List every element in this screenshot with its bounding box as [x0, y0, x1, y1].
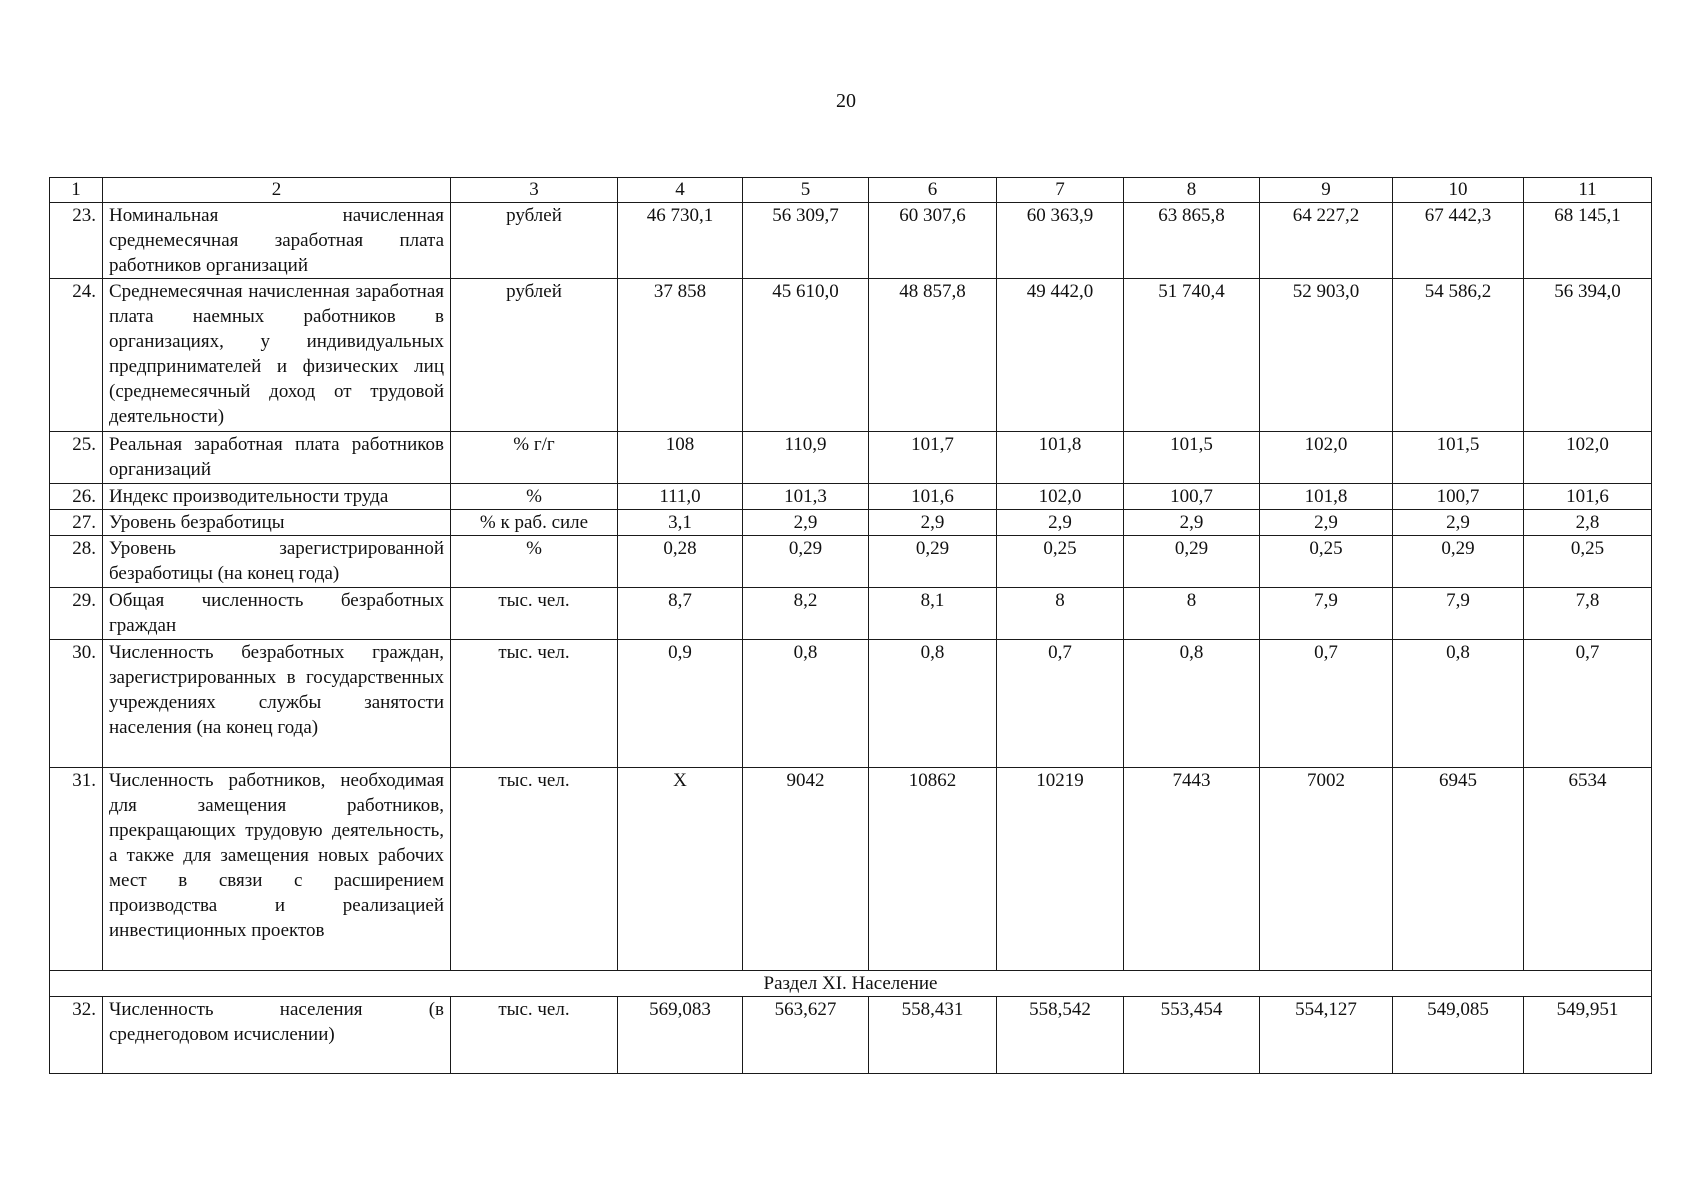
value-cell: 8,1	[869, 588, 997, 640]
table-row	[50, 640, 1652, 768]
value-cell: 60 307,6	[869, 203, 997, 279]
value-cell: 101,6	[869, 484, 997, 510]
value-cell: 2,9	[743, 510, 869, 536]
section-row	[50, 971, 1652, 997]
table-row	[50, 768, 1652, 971]
unit-of-measure: тыс. чел.	[451, 768, 618, 971]
value-cell: 101,8	[997, 432, 1124, 484]
value-cell: 2,9	[1260, 510, 1393, 536]
value-cell: 0,25	[997, 536, 1124, 588]
table-row	[50, 588, 1652, 640]
unit-of-measure: рублей	[451, 203, 618, 279]
table-row	[50, 203, 1652, 279]
value-cell: X	[618, 768, 743, 971]
value-cell: 68 145,1	[1524, 203, 1652, 279]
value-cell: 101,5	[1124, 432, 1260, 484]
row-number: 26.	[50, 484, 103, 510]
value-cell: 51 740,4	[1124, 279, 1260, 432]
value-cell: 37 858	[618, 279, 743, 432]
value-cell: 110,9	[743, 432, 869, 484]
value-cell: 10219	[997, 768, 1124, 971]
unit-of-measure: % г/г	[451, 432, 618, 484]
table-row	[50, 484, 1652, 510]
row-number: 30.	[50, 640, 103, 768]
header-cell: 6	[869, 178, 997, 203]
value-cell: 45 610,0	[743, 279, 869, 432]
unit-of-measure: тыс. чел.	[451, 588, 618, 640]
value-cell: 0,9	[618, 640, 743, 768]
value-cell: 0,8	[869, 640, 997, 768]
value-cell: 102,0	[1524, 432, 1652, 484]
value-cell: 8,2	[743, 588, 869, 640]
indicator-name: Реальная заработная плата работников организаций	[103, 432, 451, 484]
value-cell: 0,29	[1124, 536, 1260, 588]
indicator-name: Численность населения (в среднегодовом исчислении)	[103, 997, 451, 1074]
row-number: 25.	[50, 432, 103, 484]
indicator-name: Численность безработных граждан, зарегистрированных в государственных учреждениях службы занятости населения (на конец года)	[103, 640, 451, 768]
value-cell: 101,7	[869, 432, 997, 484]
header-cell: 9	[1260, 178, 1393, 203]
value-cell: 0,29	[1393, 536, 1524, 588]
value-cell: 54 586,2	[1393, 279, 1524, 432]
value-cell: 102,0	[1260, 432, 1393, 484]
value-cell: 63 865,8	[1124, 203, 1260, 279]
value-cell: 6945	[1393, 768, 1524, 971]
value-cell: 100,7	[1393, 484, 1524, 510]
header-cell: 7	[997, 178, 1124, 203]
unit-of-measure: % к раб. силе	[451, 510, 618, 536]
value-cell: 0,8	[1124, 640, 1260, 768]
value-cell: 7002	[1260, 768, 1393, 971]
value-cell: 558,431	[869, 997, 997, 1074]
value-cell: 111,0	[618, 484, 743, 510]
value-cell: 0,25	[1524, 536, 1652, 588]
value-cell: 101,5	[1393, 432, 1524, 484]
value-cell: 0,29	[743, 536, 869, 588]
value-cell: 100,7	[1124, 484, 1260, 510]
value-cell: 553,454	[1124, 997, 1260, 1074]
value-cell: 9042	[743, 768, 869, 971]
table-header-row	[50, 178, 1652, 203]
value-cell: 48 857,8	[869, 279, 997, 432]
value-cell: 8	[997, 588, 1124, 640]
value-cell: 101,8	[1260, 484, 1393, 510]
header-cell: 1	[50, 178, 103, 203]
table-row	[50, 279, 1652, 432]
value-cell: 0,7	[1260, 640, 1393, 768]
value-cell: 6534	[1524, 768, 1652, 971]
value-cell: 56 394,0	[1524, 279, 1652, 432]
header-cell: 11	[1524, 178, 1652, 203]
header-cell: 4	[618, 178, 743, 203]
indicator-name: Уровень зарегистрированной безработицы (на конец года)	[103, 536, 451, 588]
value-cell: 0,8	[1393, 640, 1524, 768]
header-cell: 8	[1124, 178, 1260, 203]
indicator-name: Индекс производительности труда	[103, 484, 451, 510]
value-cell: 7,9	[1393, 588, 1524, 640]
value-cell: 3,1	[618, 510, 743, 536]
value-cell: 7443	[1124, 768, 1260, 971]
section-title: Раздел XI. Население	[50, 971, 1652, 997]
header-cell: 5	[743, 178, 869, 203]
value-cell: 10862	[869, 768, 997, 971]
unit-of-measure: тыс. чел.	[451, 640, 618, 768]
indicator-name: Общая численность безработных граждан	[103, 588, 451, 640]
value-cell: 0,25	[1260, 536, 1393, 588]
value-cell: 56 309,7	[743, 203, 869, 279]
value-cell: 2,9	[997, 510, 1124, 536]
value-cell: 563,627	[743, 997, 869, 1074]
unit-of-measure: тыс. чел.	[451, 997, 618, 1074]
indicators-table	[49, 177, 1652, 1074]
value-cell: 49 442,0	[997, 279, 1124, 432]
value-cell: 7,9	[1260, 588, 1393, 640]
value-cell: 549,085	[1393, 997, 1524, 1074]
row-number: 29.	[50, 588, 103, 640]
value-cell: 64 227,2	[1260, 203, 1393, 279]
row-number: 31.	[50, 768, 103, 971]
row-number: 24.	[50, 279, 103, 432]
table-row	[50, 997, 1652, 1074]
value-cell: 108	[618, 432, 743, 484]
value-cell: 0,7	[1524, 640, 1652, 768]
value-cell: 2,9	[1393, 510, 1524, 536]
header-cell: 2	[103, 178, 451, 203]
unit-of-measure: %	[451, 536, 618, 588]
unit-of-measure: рублей	[451, 279, 618, 432]
value-cell: 8	[1124, 588, 1260, 640]
value-cell: 102,0	[997, 484, 1124, 510]
indicator-name: Численность работников, необходимая для замещения работников, прекращающих трудовую деятельность, а также для замещения новых рабочих мест в связи с расширением производства и реализацией инвестиционных проектов	[103, 768, 451, 971]
value-cell: 8,7	[618, 588, 743, 640]
indicator-name: Уровень безработицы	[103, 510, 451, 536]
table-row	[50, 536, 1652, 588]
row-number: 32.	[50, 997, 103, 1074]
row-number: 28.	[50, 536, 103, 588]
value-cell: 558,542	[997, 997, 1124, 1074]
row-number: 23.	[50, 203, 103, 279]
value-cell: 2,9	[1124, 510, 1260, 536]
indicator-name: Номинальная начисленная среднемесячная заработная плата работников организаций	[103, 203, 451, 279]
value-cell: 2,8	[1524, 510, 1652, 536]
value-cell: 549,951	[1524, 997, 1652, 1074]
row-number: 27.	[50, 510, 103, 536]
header-cell: 3	[451, 178, 618, 203]
value-cell: 101,6	[1524, 484, 1652, 510]
value-cell: 0,8	[743, 640, 869, 768]
value-cell: 554,127	[1260, 997, 1393, 1074]
table-row	[50, 432, 1652, 484]
value-cell: 7,8	[1524, 588, 1652, 640]
value-cell: 0,28	[618, 536, 743, 588]
value-cell: 569,083	[618, 997, 743, 1074]
value-cell: 0,7	[997, 640, 1124, 768]
header-cell: 10	[1393, 178, 1524, 203]
value-cell: 101,3	[743, 484, 869, 510]
value-cell: 0,29	[869, 536, 997, 588]
indicator-name: Среднемесячная начисленная заработная плата наемных работников в организациях, у индивидуальных предпринимателей и физических лиц (среднемесячный доход от трудовой деятельности)	[103, 279, 451, 432]
value-cell: 52 903,0	[1260, 279, 1393, 432]
table-row	[50, 510, 1652, 536]
value-cell: 60 363,9	[997, 203, 1124, 279]
value-cell: 46 730,1	[618, 203, 743, 279]
value-cell: 2,9	[869, 510, 997, 536]
page-number: 20	[836, 90, 856, 112]
unit-of-measure: %	[451, 484, 618, 510]
value-cell: 67 442,3	[1393, 203, 1524, 279]
